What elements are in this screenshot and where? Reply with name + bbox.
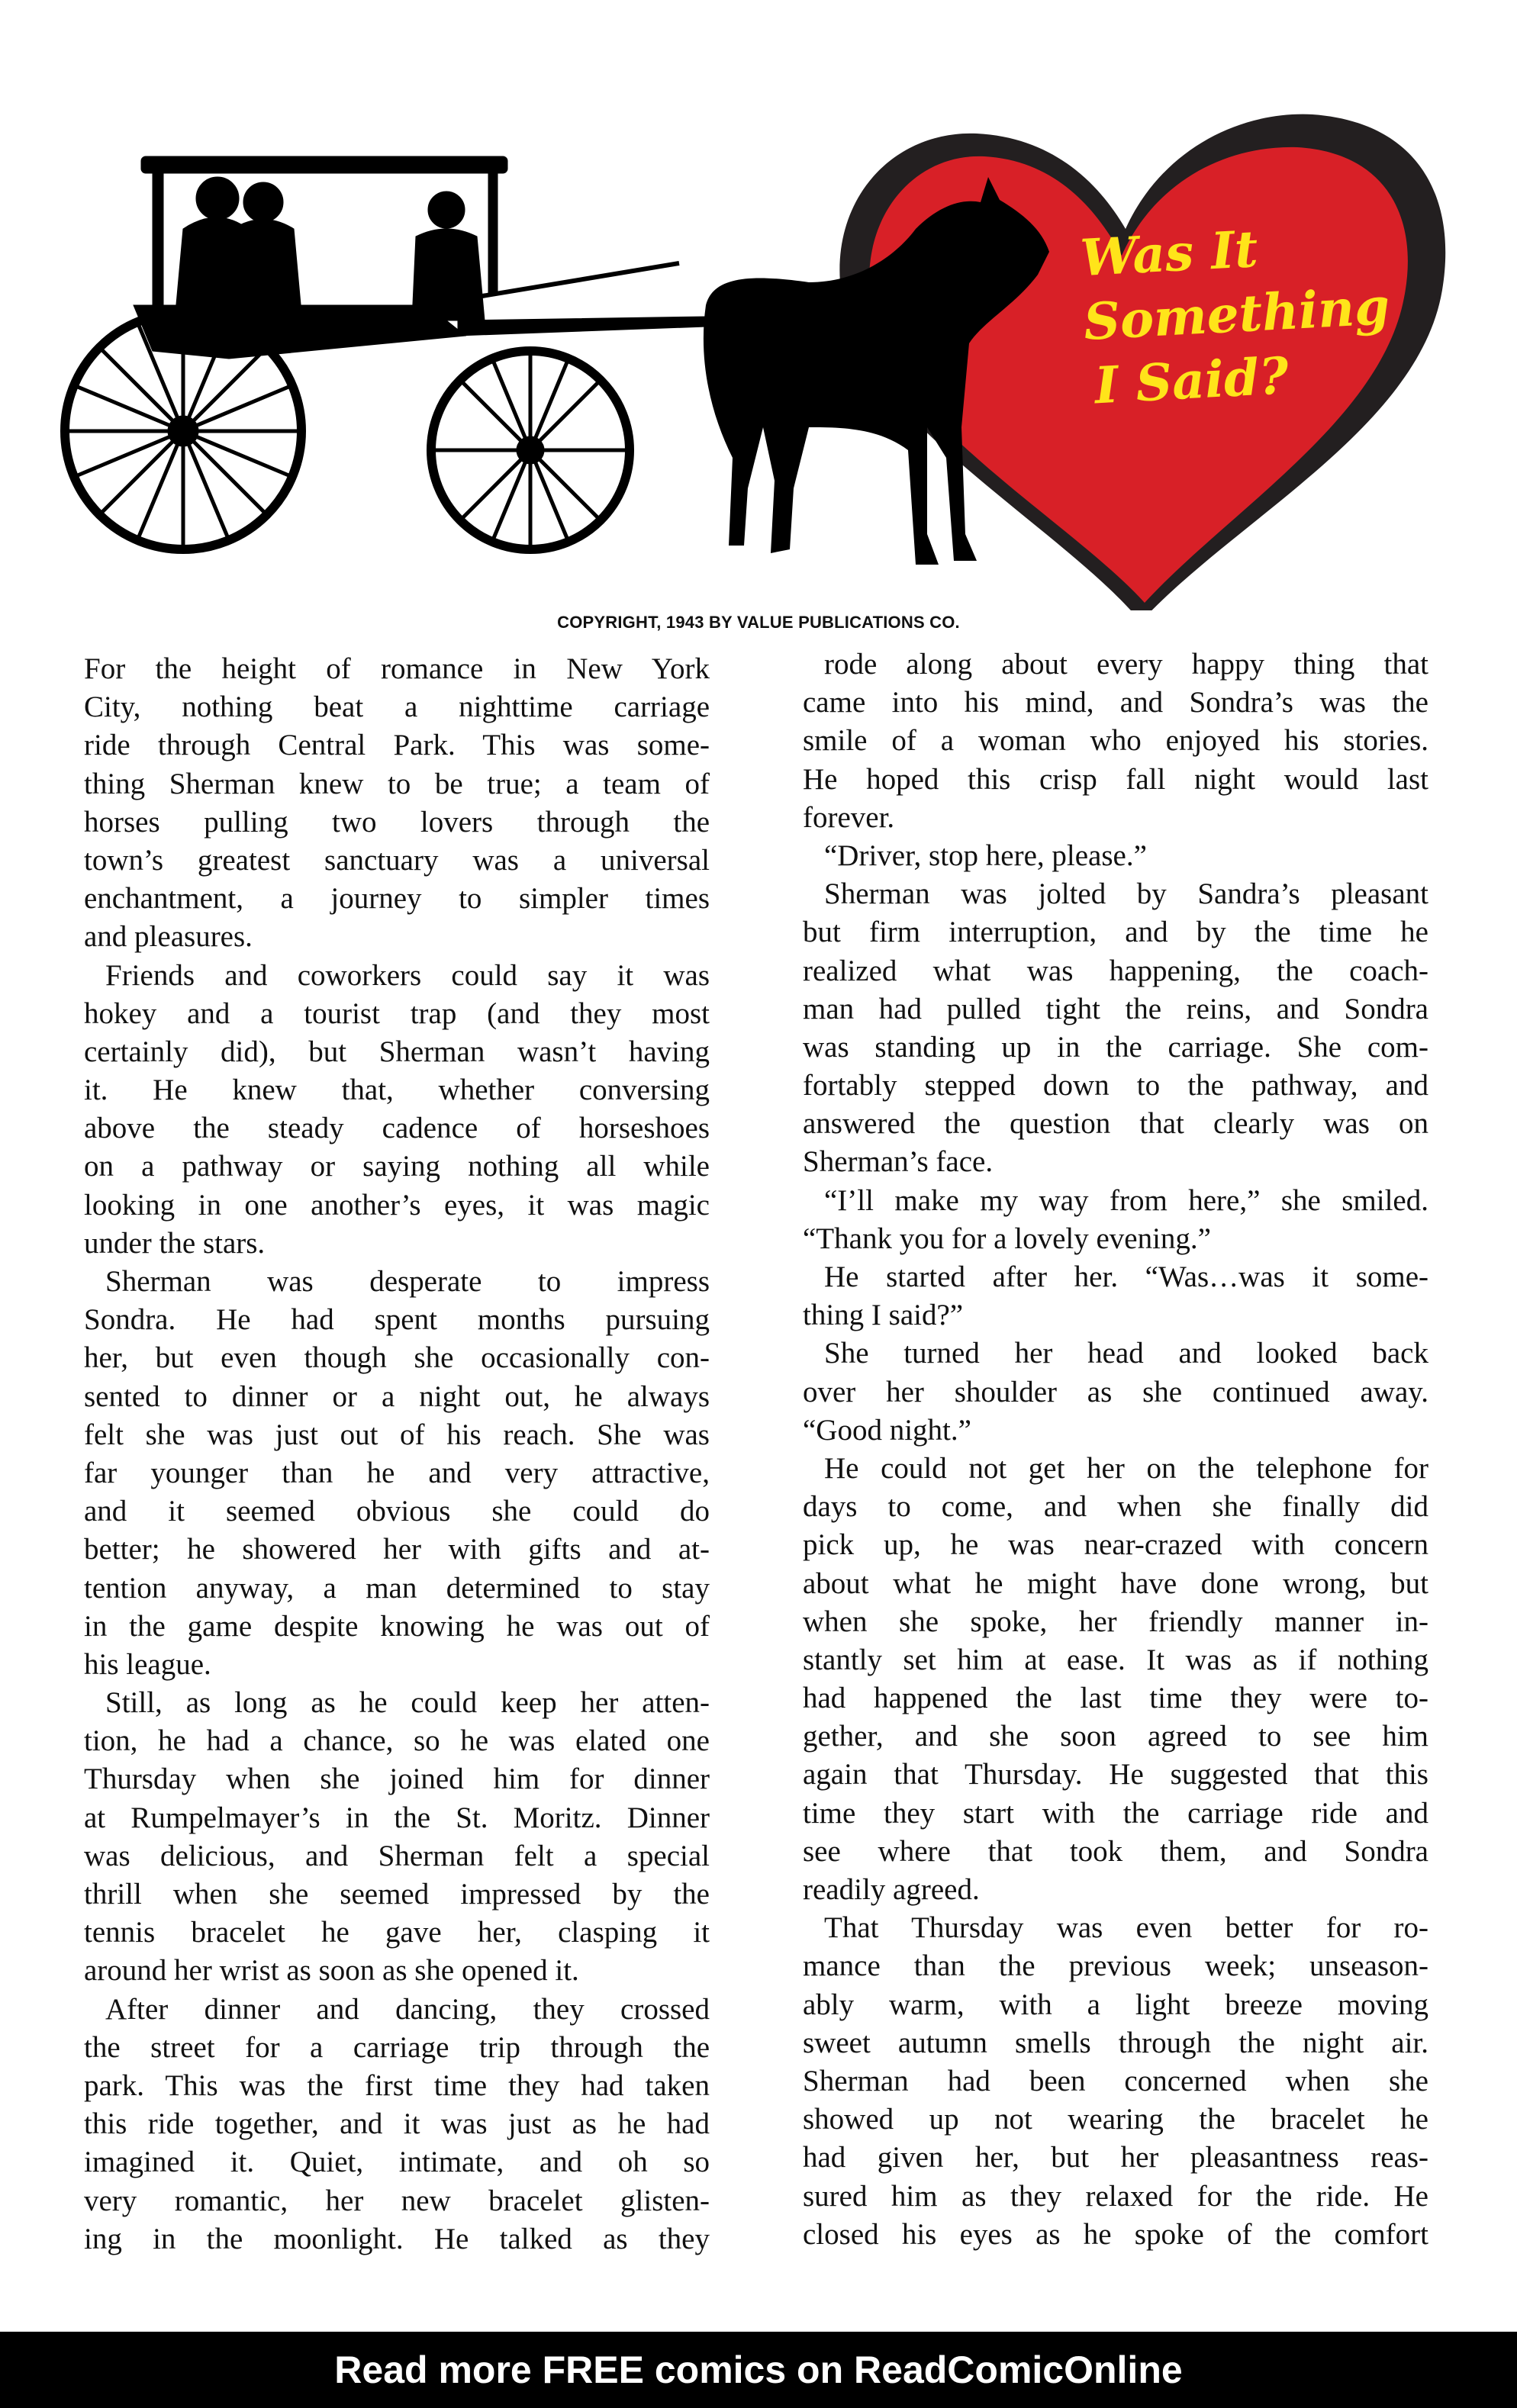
text-line: sented to dinner or a night out, he always [84, 1379, 710, 1413]
text-line: was delicious, and Sherman felt a special [84, 1839, 710, 1872]
paragraph [803, 1909, 1428, 2254]
text-line: That Thursday was even better for ro- [824, 1911, 1428, 1945]
text-line: above the steady cadence of horseshoes [84, 1112, 710, 1145]
text-line: and pleasures. [84, 920, 253, 954]
text-line: ride through Central Park. This was some- [84, 729, 710, 762]
text-line: around her wrist as soon as she opened it. [84, 1954, 579, 1988]
text-line: “Good night.” [803, 1413, 971, 1447]
story-title-line: Something [1082, 276, 1391, 352]
text-line: forever. [803, 800, 895, 834]
paragraph [84, 957, 710, 1264]
text-line: about what he might have done wrong, but [803, 1566, 1428, 1600]
text-line: closed his eyes as he spoke of the comfort [803, 2217, 1428, 2251]
text-line: stantly set him at ease. It was as if nothing [803, 1643, 1428, 1676]
text-line: Sherman was desperate to impress [105, 1265, 710, 1298]
text-line: over her shoulder as she continued away. [803, 1375, 1428, 1408]
footer-link[interactable]: Read more FREE comics on ReadComicOnline [334, 2348, 1183, 2391]
text-line: and it seemed obvious she could do [84, 1495, 710, 1528]
text-line: had happened the last time they were to- [803, 1682, 1428, 1715]
text-line: felt she was just out of his reach. She was [84, 1418, 710, 1451]
text-line: tennis bracelet he gave her, clasping it [84, 1916, 710, 1949]
text-line: Sherman was jolted by Sandra’s pleasant [824, 877, 1428, 911]
paragraph [803, 645, 1428, 837]
text-line: but firm interruption, and by the time he [803, 916, 1428, 949]
text-line: He started after her. “Was…was it some- [824, 1260, 1428, 1293]
text-line: the street for a carriage trip through the [84, 2030, 710, 2064]
text-line: had given her, but her pleasantness reas- [803, 2141, 1428, 2175]
text-line: her, but even though she occasionally con- [84, 1341, 710, 1375]
text-line: fortably stepped down to the pathway, and [803, 1069, 1428, 1103]
text-line: City, nothing beat a nighttime carriage [84, 691, 710, 724]
paragraph [84, 1263, 710, 1684]
text-line: looking in one another’s eyes, it was magic [84, 1188, 710, 1222]
text-line: Thursday when she joined him for dinner [84, 1763, 710, 1796]
text-line: He hoped this crisp fall night would last [803, 762, 1428, 796]
text-line: showed up not wearing the bracelet he [803, 2103, 1428, 2136]
text-line: see where that took them, and Sondra [803, 1834, 1428, 1868]
text-line: answered the question that clearly was on [803, 1107, 1428, 1141]
text-line: town’s greatest sanctuary was a universal [84, 843, 710, 877]
text-line: “Thank you for a lovely evening.” [803, 1222, 1211, 1255]
text-line: “I’ll make my way from here,” she smiled. [824, 1183, 1428, 1217]
carriage-silhouette [65, 156, 706, 549]
text-line: ing in the moonlight. He talked as they [84, 2222, 710, 2255]
paragraph [803, 875, 1428, 1182]
paragraph [803, 837, 1428, 875]
text-line: days to come, and when she finally did [803, 1490, 1428, 1524]
text-line: better; he showered her with gifts and at- [84, 1533, 710, 1566]
paragraph [84, 1684, 710, 1991]
text-line: in the game despite knowing he was out of [84, 1609, 710, 1643]
text-line: this ride together, and it was just as he had [84, 2107, 710, 2141]
text-line: man had pulled tight the reins, and Sondra [803, 992, 1428, 1025]
paragraph [803, 1334, 1428, 1450]
text-line: time they start with the carriage ride and [803, 1796, 1428, 1830]
text-line: He could not get her on the telephone for [824, 1451, 1428, 1485]
text-line: his league. [84, 1647, 211, 1681]
text-line: For the height of romance in New York [84, 652, 710, 685]
text-line: imagined it. Quiet, intimate, and oh so [84, 2146, 710, 2179]
text-line: smile of a woman who enjoyed his stories. [803, 724, 1428, 758]
text-line: pick up, he was near-crazed with concern [803, 1528, 1428, 1562]
text-line: tention anyway, a man determined to stay [84, 1571, 710, 1605]
text-line: realized what was happening, the coach- [803, 954, 1428, 987]
text-line: Sherman’s face. [803, 1145, 994, 1179]
text-line: thing Sherman knew to be true; a team of [84, 767, 710, 800]
text-line: rode along about every happy thing that [824, 648, 1428, 681]
text-line: very romantic, her new bracelet glisten- [84, 2184, 710, 2217]
text-line: Sherman had been concerned when she [803, 2064, 1428, 2097]
text-line: came into his mind, and Sondra’s was the [803, 686, 1428, 720]
paragraph [803, 1182, 1428, 1258]
story-title [1079, 209, 1409, 418]
text-line: was standing up in the carriage. She com- [803, 1030, 1428, 1064]
text-line: tion, he had a chance, so he was elated one [84, 1724, 710, 1758]
text-column-left [84, 650, 710, 2258]
text-line: hokey and a tourist trap (and they most [84, 996, 710, 1030]
paragraph [803, 1258, 1428, 1334]
story-title-line: I Said? [1093, 346, 1290, 416]
text-line: mance than the previous week; unseason- [803, 1949, 1428, 1983]
text-line: She turned her head and looked back [824, 1337, 1428, 1370]
paragraph [84, 1991, 710, 2258]
text-line: when she spoke, her friendly manner in- [803, 1605, 1428, 1638]
text-line: sured him as they relaxed for the ride. He [803, 2179, 1428, 2213]
text-line: readily agreed. [803, 1873, 980, 1906]
text-line: horses pulling two lovers through the [84, 805, 710, 839]
text-line: After dinner and dancing, they crossed [105, 1992, 710, 2026]
text-line: ably warm, with a light breeze moving [803, 1988, 1428, 2021]
footer-banner[interactable] [0, 2332, 1517, 2408]
text-line: it. He knew that, whether conversing [84, 1074, 710, 1107]
text-line: Sondra. He had spent months pursuing [84, 1303, 710, 1337]
paragraph [803, 1450, 1428, 1909]
text-line: thrill when she seemed impressed by the [84, 1878, 710, 1911]
text-line: on a pathway or saying nothing all while [84, 1150, 710, 1183]
text-line: under the stars. [84, 1226, 266, 1260]
text-column-right [803, 645, 1428, 2254]
paragraph [84, 650, 710, 957]
copyright-notice: COPYRIGHT, 1943 BY VALUE PUBLICATIONS CO. [557, 613, 960, 632]
text-line: park. This was the first time they had taken [84, 2068, 710, 2102]
text-line: “Driver, stop here, please.” [824, 839, 1147, 872]
text-line: Friends and coworkers could say it was [105, 958, 710, 992]
text-line: thing I said?” [803, 1299, 964, 1332]
text-line: certainly did), but Sherman wasn’t having [84, 1035, 710, 1068]
text-line: sweet autumn smells through the night air. [803, 2026, 1428, 2059]
text-line: far younger than he and very attractive, [84, 1456, 710, 1489]
text-line: gether, and she soon agreed to see him [803, 1720, 1428, 1753]
text-line: again that Thursday. He suggested that this [803, 1758, 1428, 1792]
text-line: enchantment, a journey to simpler times [84, 882, 710, 916]
story-title-line: Was It [1078, 218, 1260, 288]
text-line: at Rumpelmayer’s in the St. Moritz. Dinner [84, 1801, 710, 1834]
text-line: Still, as long as he could keep her atten- [105, 1686, 710, 1720]
